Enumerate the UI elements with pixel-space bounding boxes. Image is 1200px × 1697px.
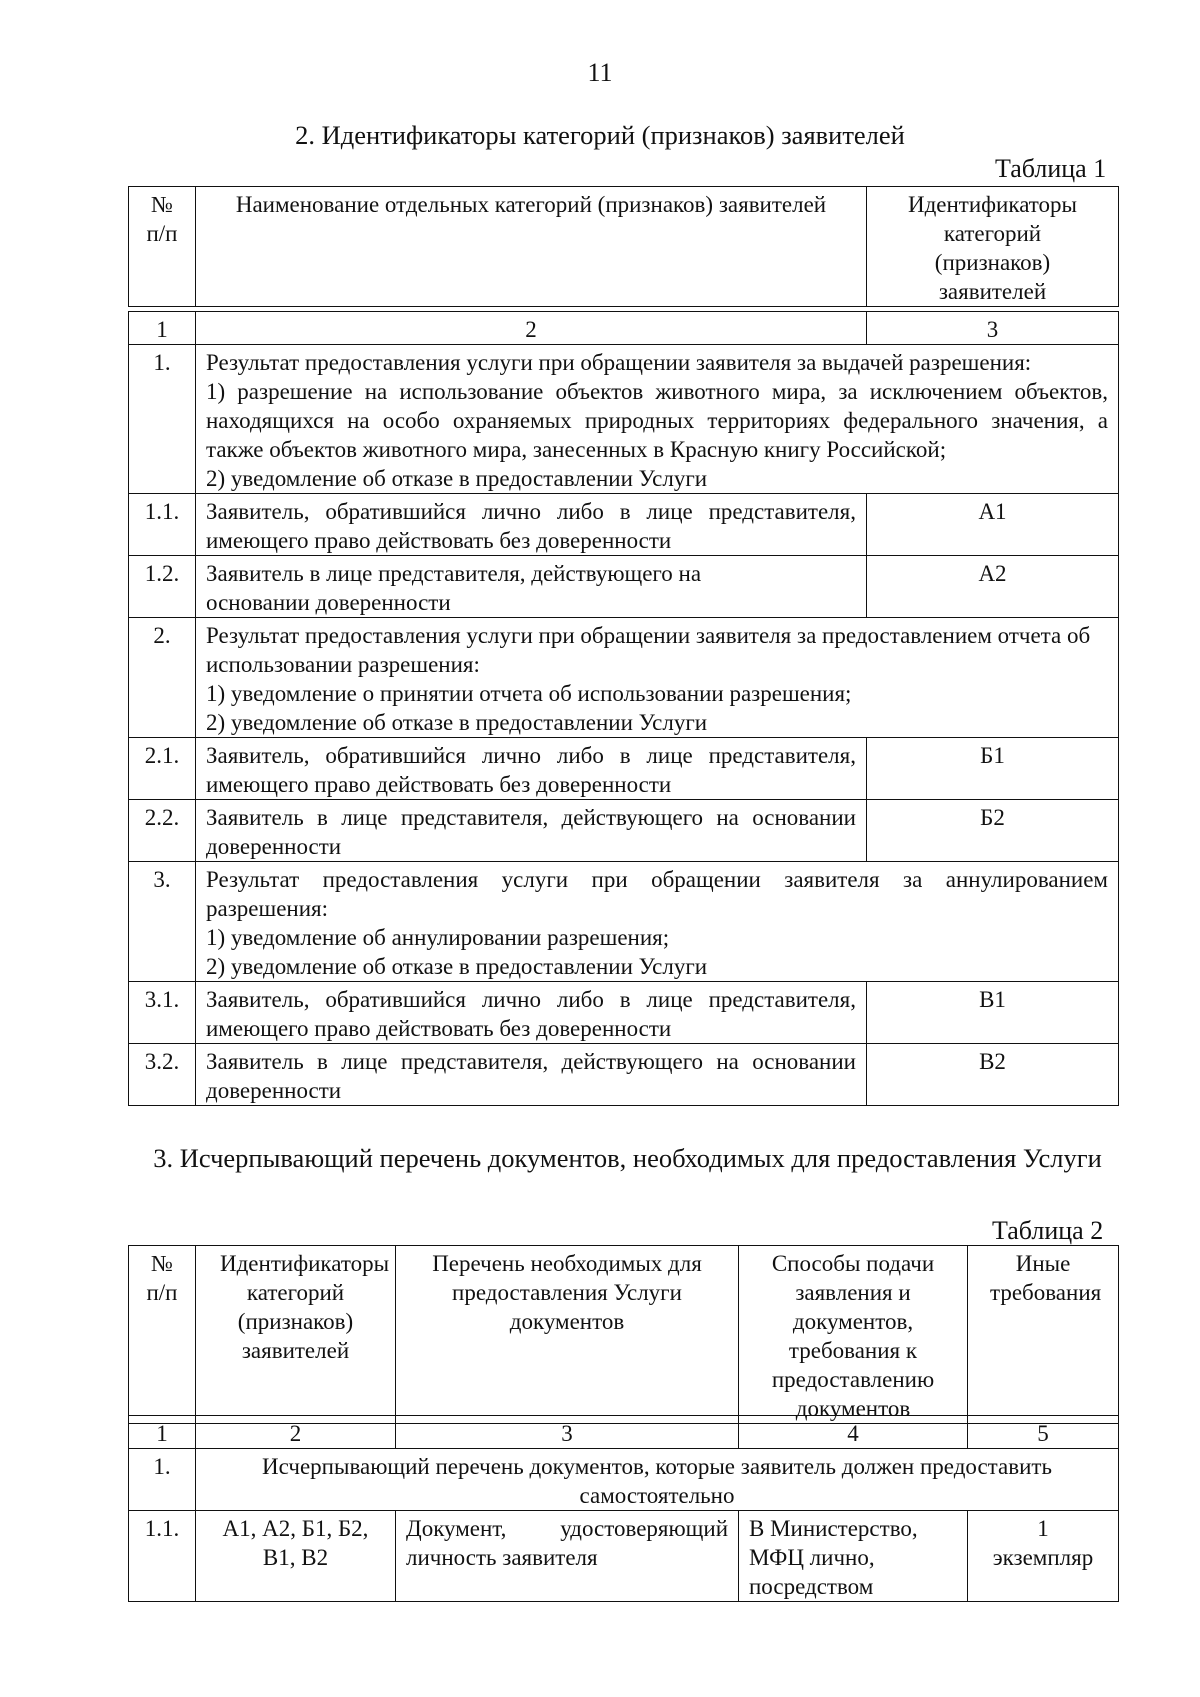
table-2-caption: Таблица 2 [992, 1216, 1104, 1245]
category-identifier: Б2 [867, 800, 1119, 862]
header-number-symbol: № [151, 192, 173, 217]
column-number: 3 [396, 1416, 739, 1449]
table-row [129, 618, 1119, 738]
document-name [396, 1511, 739, 1602]
category-name: Заявитель, обратившийся лично либо в лице представителя, имеющего право действовать без доверенности [196, 494, 867, 556]
header-number-symbol: № [151, 1251, 173, 1276]
column-number: 1 [129, 1416, 196, 1449]
category-name-text: Заявитель в лице представителя, действующего на основании доверенности [206, 561, 702, 615]
category-identifier: А1 [867, 494, 1119, 556]
result-line: 2) уведомление об отказе в предоставлении Услуги [206, 954, 708, 979]
table-1-header [128, 186, 1119, 307]
header-number-abbr: п/п [146, 1280, 178, 1305]
table-row [129, 862, 1119, 982]
header-cell-other-requirements [968, 1246, 1119, 1424]
row-number: 3.1. [129, 982, 196, 1044]
column-number: 2 [196, 1416, 396, 1449]
row-number: 2.2. [129, 800, 196, 862]
row-number: 1.1. [129, 494, 196, 556]
section-2-title: 2. Идентификаторы категорий (признаков) заявителей [295, 120, 905, 150]
category-identifiers: А1, А2, Б1, Б2, В1, В2 [196, 1511, 396, 1602]
category-name: Заявитель, обратившийся лично либо в лице представителя, имеющего право действовать без доверенности [196, 738, 867, 800]
header-cell-submission-methods: Способы подачи заявления и документов, требования к предоставлению документов [739, 1246, 968, 1424]
category-identifier: В2 [867, 1044, 1119, 1106]
column-number: 3 [867, 312, 1119, 345]
table-row [129, 1449, 1119, 1511]
table-1-caption: Таблица 1 [995, 154, 1107, 183]
header-cell-documents: Перечень необходимых для предоставления Услуги документов [396, 1246, 739, 1424]
category-name: Заявитель в лице представителя, действующего на основании доверенности [196, 800, 867, 862]
category-name: Заявитель в лице представителя, действующего на основании доверенности [196, 1044, 867, 1106]
row-number: 3. [129, 862, 196, 982]
other-requirements: 1 экземпляр [968, 1511, 1119, 1602]
row-number: 3.2. [129, 1044, 196, 1106]
table-row [129, 1044, 1119, 1106]
header-cell-identifiers: Идентификаторы категорий (признаков) заявителей [196, 1246, 396, 1424]
row-number: 1.1. [129, 1511, 196, 1602]
row-number: 1. [129, 345, 196, 494]
document-name-text: Документ, удостоверяющий личность заявителя [406, 1516, 728, 1570]
header-other-text: Иные требования [990, 1251, 1102, 1305]
column-number: 4 [739, 1416, 968, 1449]
table-row [129, 738, 1119, 800]
table-row [129, 800, 1119, 862]
category-identifier: В1 [867, 982, 1119, 1044]
category-name: Заявитель, обратившийся лично либо в лице представителя, имеющего право действовать без доверенности [196, 982, 867, 1044]
column-number: 5 [968, 1416, 1119, 1449]
table-1-body [128, 311, 1119, 1106]
submission-method-text: В Министерство, МФЦ лично, посредством [749, 1516, 918, 1599]
row-number: 2. [129, 618, 196, 738]
result-line: 2) уведомление об отказе в предоставлении Услуги [206, 466, 708, 491]
row-number: 2.1. [129, 738, 196, 800]
column-number: 2 [196, 312, 867, 345]
group-description: Исчерпывающий перечень документов, которые заявитель должен предоставить самостоятельно [196, 1449, 1119, 1511]
header-cell-number [129, 187, 196, 307]
result-line: Результат предоставления услуги при обращении заявителя за предоставлением отчета об использовании разрешения: [206, 623, 1091, 677]
category-name [196, 556, 867, 618]
column-number: 1 [129, 312, 196, 345]
table-row [129, 1511, 1119, 1602]
table-row [129, 494, 1119, 556]
result-description [196, 618, 1119, 738]
category-identifier: А2 [867, 556, 1119, 618]
result-line: 2) уведомление об отказе в предоставлении Услуги [206, 710, 708, 735]
column-number-row [129, 1416, 1119, 1449]
submission-method [739, 1511, 968, 1602]
table-row [129, 345, 1119, 494]
table-2-header [128, 1245, 1119, 1424]
table-2-body [128, 1415, 1119, 1602]
table-row [129, 982, 1119, 1044]
page-number: 11 [587, 58, 613, 87]
header-cell-identifiers: Идентификаторы категорий (признаков) заявителей [867, 187, 1119, 307]
category-identifier: Б1 [867, 738, 1119, 800]
header-number-abbr: п/п [146, 221, 178, 246]
header-cell-number [129, 1246, 196, 1424]
table-row [129, 556, 1119, 618]
result-line: 1) разрешение на использование объектов животного мира, за исключением объектов, находящихся на особо охраняемых природных территориях федерального значения, а также объектов животного мира, занесенных в Красную книгу Российской; [206, 379, 1108, 462]
section-3-title: 3. Исчерпывающий перечень документов, необходимых для предоставления Услуги [153, 1143, 1102, 1173]
row-number: 1. [129, 1449, 196, 1511]
column-number-row [129, 312, 1119, 345]
result-description [196, 862, 1119, 982]
result-description [196, 345, 1119, 494]
result-line: 1) уведомление об аннулировании разрешения; [206, 925, 670, 950]
row-number: 1.2. [129, 556, 196, 618]
result-line: Результат предоставления услуги при обращении заявителя за аннулированием разрешения: [206, 867, 1108, 921]
result-line: Результат предоставления услуги при обращении заявителя за выдачей разрешения: [206, 350, 1032, 375]
header-cell-category-name: Наименование отдельных категорий (признаков) заявителей [196, 187, 867, 307]
result-line: 1) уведомление о принятии отчета об использовании разрешения; [206, 681, 852, 706]
